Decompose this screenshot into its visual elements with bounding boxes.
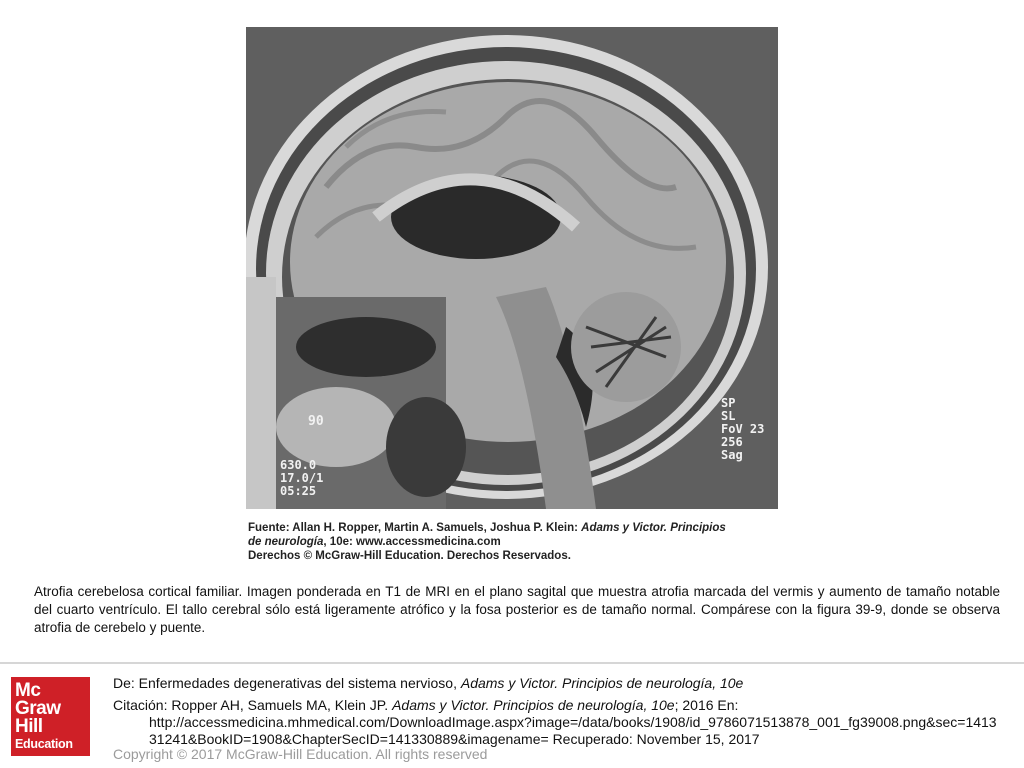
figure-caption: Atrofia cerebelosa cortical familiar. Imagen ponderada en T1 de MRI en el plano sagital que muestra atrofia marcada del vermis y aumento de tamaño notable del cuarto ventrículo. El tallo cerebral sólo está ligeramente atrófico y la fosa posterior es de tamaño normal. Compárese con la figura 39-9, donde se observa atrofia de cerebelo y puente.	[34, 584, 1000, 635]
overlay-90: 90	[308, 414, 324, 429]
citation-url[interactable]: http://accessmedicina.mhmedical.com/DownloadImage.aspx?image=/data/books/1908/id_9786071513878_001_fg39008.png&sec=1413 31241&BookID=1908&ChapterSecID=141330889&imagename= Recuperado: November 15, 2017	[149, 714, 997, 747]
overlay-right-line: 256	[721, 435, 743, 449]
source-from: De: Enfermedades degenerativas del sistema nervioso, Adams y Victor. Principios de neurología, 10e	[113, 675, 744, 691]
credit-line-3: Derechos © McGraw-Hill Education. Derechos Reservados.	[248, 550, 571, 562]
logo-line: Mc	[15, 680, 41, 701]
logo-line: Graw	[15, 698, 61, 719]
credit-line-2: de neurología, 10e: www.accessmedicina.com	[248, 536, 501, 548]
overlay-left-line: 630.0	[280, 458, 317, 472]
logo-line: Hill	[15, 716, 43, 737]
mcgraw-hill-logo	[11, 677, 90, 756]
citation-text: Citación: Ropper AH, Samuels MA, Klein JP. Adams y Victor. Principios de neurología, 10e; 2016 En: http://accessmedicina.mhmedical.com/DownloadImage.aspx?image=/data/books/1908/id_9786071513878_001_fg39008.png&sec=1413 31241&BookID=1908&ChapterSecID=141330889&imagename= Recuperado: November 15, 2017	[113, 697, 1013, 748]
overlay-left-line: 05:25	[280, 484, 317, 498]
overlay-left-line: 17.0/1	[280, 471, 324, 485]
overlay-right-info	[721, 397, 764, 462]
overlay-right-line: Sag	[721, 448, 743, 462]
overlay-right-line: FoV 23	[721, 422, 765, 436]
image-credit	[248, 521, 778, 563]
overlay-right-line: SL	[721, 409, 736, 423]
divider	[0, 662, 1024, 664]
mri-image	[246, 27, 778, 509]
mri-illustration	[246, 27, 778, 509]
overlay-left-info	[280, 459, 323, 498]
credit-line-1: Fuente: Allan H. Ropper, Martin A. Samuels, Joshua P. Klein: Adams y Victor. Principios	[248, 522, 726, 534]
logo-line: Education	[15, 737, 73, 751]
copyright-notice: Copyright © 2017 McGraw-Hill Education. All rights reserved	[113, 746, 488, 762]
overlay-right-line: SP	[721, 396, 736, 410]
